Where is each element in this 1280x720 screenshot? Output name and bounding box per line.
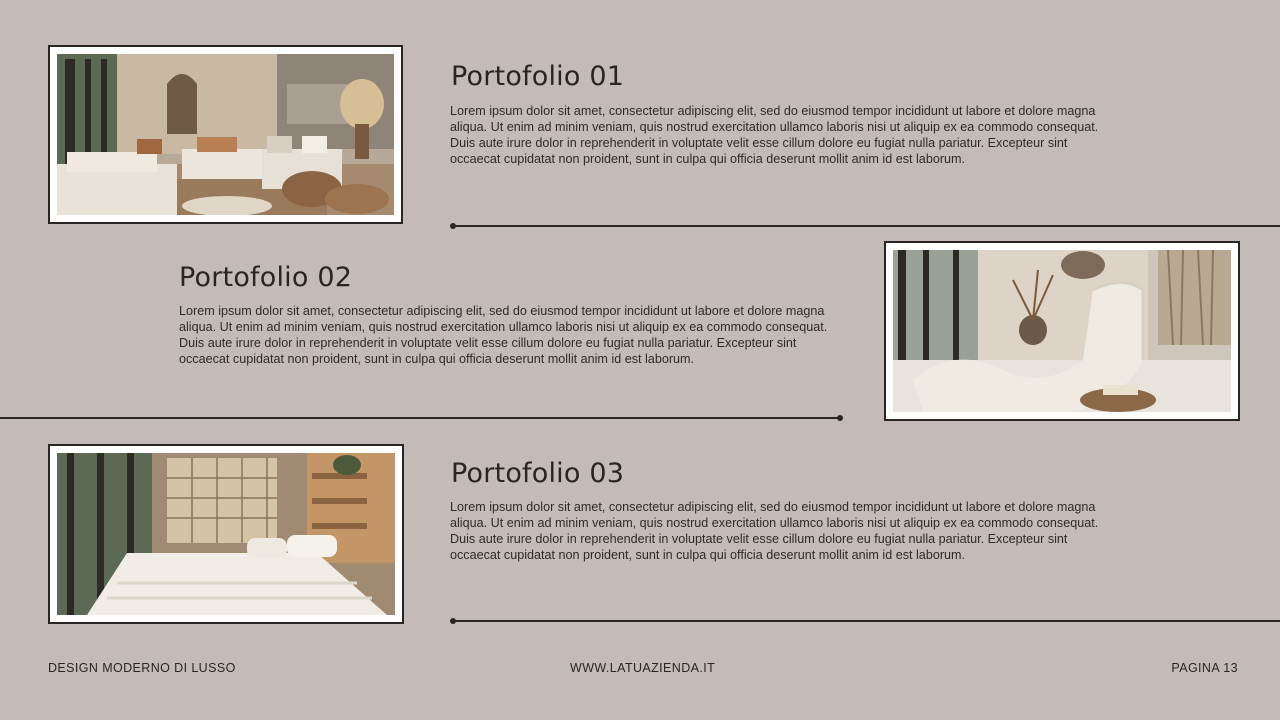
footer-page-number: PAGINA 13 [1171,661,1238,675]
divider-line-1 [453,225,1280,227]
portfolio-03-photo [48,444,404,624]
portfolio-01-body: Lorem ipsum dolor sit amet, consectetur adipiscing elit, sed do eiusmod tempor incididunt ut labore et dolore magna aliqua. Ut enim ad minim veniam, quis nostrud exercitation ullamco laboris nisi ut aliquip ex ea commodo consequat. Duis aute irure dolor in reprehenderit in voluptate velit esse cillum dolore eu fugiat nulla pariatur. Excepteur sint occaecat cupidatat non proident, sunt in culpa qui officia deserunt mollit anim id est laborum. [450,104,1099,166]
divider-line-3 [453,620,1280,622]
portfolio-02-photo [884,241,1240,421]
portfolio-03-title: Portofolio 03 [451,458,625,489]
portfolio-02-title: Portofolio 02 [179,262,353,293]
footer-brand: DESIGN MODERNO DI LUSSO [48,661,236,675]
portfolio-03-body: Lorem ipsum dolor sit amet, consectetur adipiscing elit, sed do eiusmod tempor incididunt ut labore et dolore magna aliqua. Ut enim ad minim veniam, quis nostrud exercitation ullamco laboris nisi ut aliquip ex ea commodo consequat. Duis aute irure dolor in reprehenderit in voluptate velit esse cillum dolore eu fugiat nulla pariatur. Excepteur sint occaecat cupidatat non proident, sunt in culpa qui officia deserunt mollit anim id est laborum. [450,500,1099,562]
portfolio-02-body: Lorem ipsum dolor sit amet, consectetur adipiscing elit, sed do eiusmod tempor incididunt ut labore et dolore magna aliqua. Ut enim ad minim veniam, quis nostrud exercitation ullamco laboris nisi ut aliquip ex ea commodo consequat. Duis aute irure dolor in reprehenderit in voluptate velit esse cillum dolore eu fugiat nulla pariatur. Excepteur sint occaecat cupidatat non proident, sunt in culpa qui officia deserunt mollit anim id est laborum. [179,304,828,366]
divider-dot [450,223,456,229]
portfolio-01-photo [48,45,403,224]
lounge-chair-image [893,250,1231,412]
bedroom-image [57,453,395,615]
portfolio-01-title: Portofolio 01 [451,61,625,92]
footer-website-link[interactable]: WWW.LATUAZIENDA.IT [570,661,716,675]
divider-dot [450,618,456,624]
living-room-image [57,54,394,215]
divider-dot [837,415,843,421]
divider-line-2 [0,417,840,419]
